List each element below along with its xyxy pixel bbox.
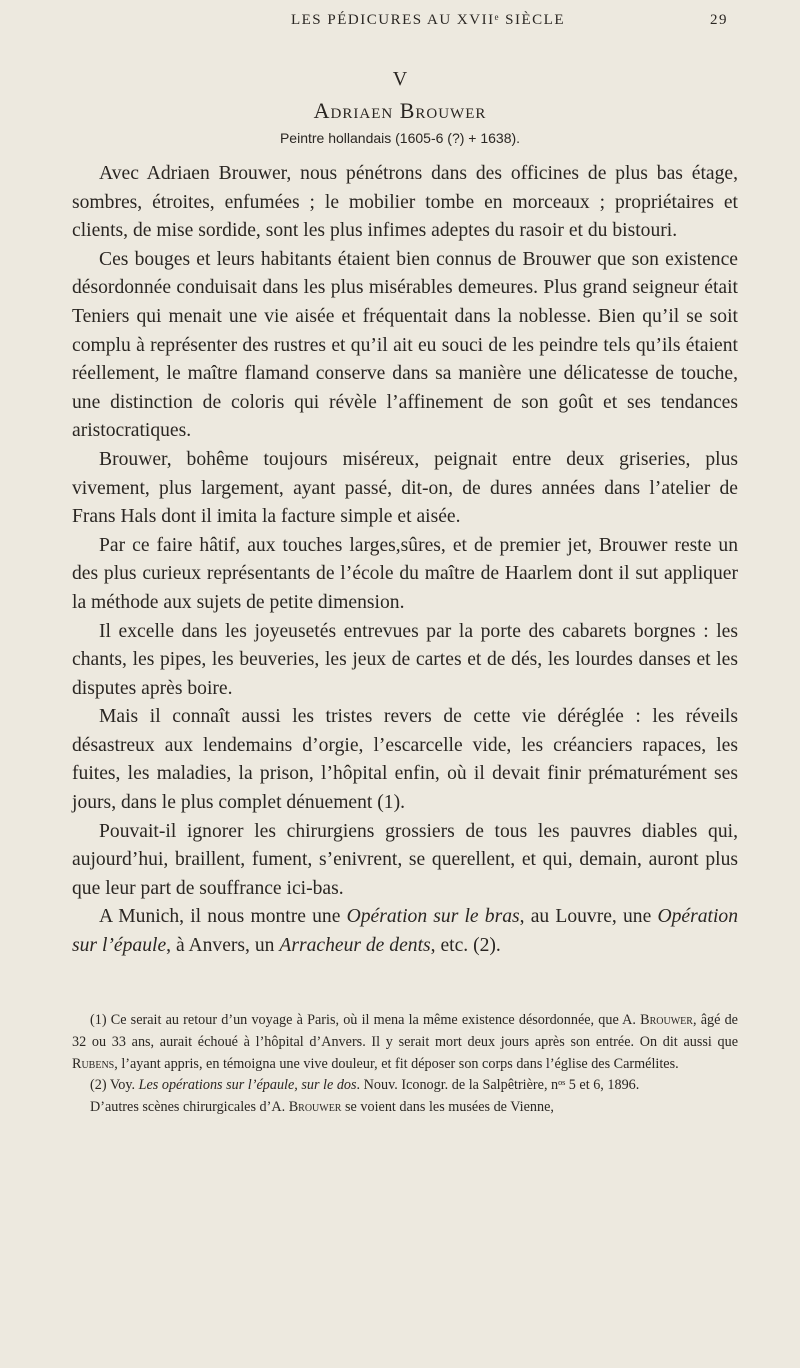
artwork-title: Opération sur l’épaule — [72, 906, 738, 957]
person-name: Rubens — [72, 1055, 115, 1072]
text-run: A Munich, il nous montre une — [99, 906, 347, 928]
text-run: D’autres scènes chirurgicales d’A. — [90, 1099, 289, 1116]
footnote-1 — [72, 1010, 738, 1075]
artwork-title: Arracheur de dents — [279, 935, 431, 957]
paragraph-final — [72, 903, 738, 960]
paragraph: Avec Adriaen Brouwer, nous pénétrons dans des officines de plus bas étage, sombres, étroites, enfumées ; le mobilier tombe en morceaux ; propriétaires et clients, de mise sordide, sont les plus infimes adeptes du rasoir et du bistouri. — [72, 163, 738, 242]
text-run: se voient dans les musées de Vienne, — [341, 1099, 554, 1116]
body-text — [72, 160, 738, 961]
text-run: , au Louvre, une — [519, 906, 658, 928]
text-run: . Nouv. Iconogr. de la Salpêtrière, nᵒˢ 5 et 6, 1896. — [356, 1077, 640, 1094]
footnote-2 — [72, 1075, 738, 1097]
chapter-subtitle: Peintre hollandais (1605-6 (?) + 1638). — [279, 130, 521, 146]
running-title: LES PÉDICURES AU XVIIᵉ SIÈCLE — [290, 12, 565, 28]
person-name: Brouwer — [288, 1099, 342, 1116]
text-run: (1) Ce serait au retour d’un voyage à Paris, où il mena la même existence désordonnée, que A. — [90, 1012, 641, 1028]
paragraph: Brouwer, bohême toujours miséreux, peignait entre deux griseries, plus vivement, plus largement, ayant passé, dit-on, de dures années dans l’atelier de Frans Hals dont il imita la facture simple et aisée. — [72, 448, 738, 528]
chapter-number: V — [392, 68, 408, 90]
publication-title: Les opérations sur l’épaule, sur le dos — [138, 1077, 357, 1094]
paragraph: Par ce faire hâtif, aux touches larges,sûres, et de premier jet, Brouwer reste un des plus curieux représentants de l’école du maître de Haarlem dont il sut appliquer la méthode aux sujets de petite dimension. — [72, 534, 738, 613]
text-run: , âgé de 32 ou 33 ans, aurait échoué à l’hôpital d’Anvers. Il y serait mort deux jours après son entrée. On dit aussi que — [72, 1012, 738, 1050]
page-number: 29 — [710, 12, 728, 28]
footnote-3 — [72, 1097, 738, 1119]
running-head — [128, 12, 728, 42]
text-run: (2) Voy. — [90, 1077, 139, 1094]
text-run: , l’ayant appris, en témoigna une vive douleur, et fit déposer son corps dans l’église des Carmélites. — [114, 1055, 679, 1072]
paragraph: Mais il connaît aussi les tristes revers de cette vie déréglée : les réveils désastreux aux lendemains d’orgie, l’escarcelle vide, les créanciers rapaces, les fuites, les maladies, la prison, l’hôpital enfin, où il devait finir prématurément ses jours, dans le plus complet dénuement (1). — [72, 706, 738, 814]
person-name: Brouwer — [640, 1012, 693, 1028]
footnotes — [72, 1010, 738, 1119]
paragraph: Pouvait-il ignorer les chirurgiens grossiers de tous les pauvres diables qui, aujourd’hui, braillent, fument, s’enivrent, se querellent, et qui, demain, auront plus que leur part de souffrance ici-bas. — [72, 820, 738, 899]
paragraph: Ces bouges et leurs habitants étaient bien connus de Brouwer que son existence désordonnée conduisait dans les plus misérables demeures. Plus grand seigneur était Teniers qui menait une vie aisée et fréquentait dans la noblesse. Bien qu’il se soit complu à représenter des rustres et qu’il ait eu souci de les peindre tels qu’ils étaient réellement, le maître flamand conserve dans sa manière une délicatesse de touche, une distinction de coloris qui révèle l’affinement de son goût et ses tendances aristocratiques. — [72, 248, 738, 442]
paragraph: Il excelle dans les joyeusetés entrevues par la porte des cabarets borgnes : les chants, les pipes, les beuveries, les jeux de cartes et de dés, les lourdes danses et les disputes après boire. — [72, 620, 738, 699]
text-run: , à Anvers, un — [166, 935, 280, 957]
artwork-title: Opération sur le bras — [346, 906, 520, 928]
chapter-title: Adriaen Brouwer — [313, 98, 487, 123]
text-run: , etc. (2). — [430, 935, 501, 957]
